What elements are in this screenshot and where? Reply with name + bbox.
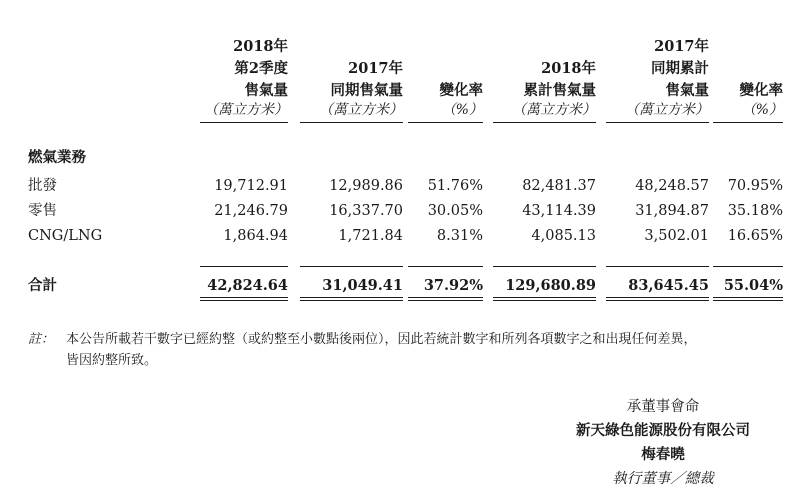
total-top-rule bbox=[606, 266, 709, 267]
table-cell: 35.18% bbox=[727, 203, 783, 219]
column-unit: （萬立方米） bbox=[512, 102, 596, 118]
signature-title: 執行董事／總裁 bbox=[612, 471, 714, 487]
signature-name: 梅春曉 bbox=[641, 446, 685, 463]
column-unit: （%） bbox=[741, 102, 783, 118]
header-rule bbox=[606, 122, 709, 123]
section-title: 燃氣業務 bbox=[28, 149, 86, 166]
column-unit: （%） bbox=[441, 102, 483, 118]
total-double-rule bbox=[713, 297, 783, 301]
table-cell: 30.05% bbox=[427, 203, 483, 219]
row-label: 零售 bbox=[28, 203, 57, 219]
table-cell: 12,989.86 bbox=[329, 178, 403, 194]
total-cell: 83,645.45 bbox=[628, 277, 709, 294]
header-rule bbox=[713, 122, 783, 123]
total-cell: 37.92% bbox=[423, 277, 483, 294]
signature-company: 新天綠色能源股份有限公司 bbox=[576, 422, 750, 439]
total-double-rule bbox=[606, 297, 709, 301]
column-header-line: 累計售氣量 bbox=[523, 82, 596, 99]
total-label: 合計 bbox=[28, 277, 57, 294]
note-label: 註： bbox=[28, 332, 55, 347]
row-label: 批發 bbox=[28, 178, 57, 194]
total-top-rule bbox=[408, 266, 483, 267]
table-cell: 48,248.57 bbox=[635, 178, 709, 194]
note-line-1: 本公告所載若干數字已經約整（或約整至小數點後兩位），因此若統計數字和所列各項數字之和出現任何差異， bbox=[66, 332, 697, 347]
table-cell: 4,085.13 bbox=[531, 228, 596, 244]
table-cell: 16,337.70 bbox=[329, 203, 403, 219]
table-cell: 21,246.79 bbox=[214, 203, 288, 219]
table-cell: 82,481.37 bbox=[522, 178, 596, 194]
table-cell: 1,721.84 bbox=[338, 228, 403, 244]
column-header-line: 2017年 bbox=[348, 60, 403, 77]
table-cell: 8.31% bbox=[436, 228, 483, 244]
header-rule bbox=[493, 122, 596, 123]
table-cell: 31,894.87 bbox=[635, 203, 709, 219]
table-cell: 1,864.94 bbox=[223, 228, 288, 244]
total-double-rule bbox=[200, 297, 288, 301]
total-top-rule bbox=[493, 266, 596, 267]
column-header-line: 同期售氣量 bbox=[330, 82, 403, 99]
column-header-line: 售氣量 bbox=[665, 82, 709, 99]
column-header-line: 售氣量 bbox=[244, 82, 288, 99]
column-unit: （萬立方米） bbox=[625, 102, 709, 118]
table-cell: 70.95% bbox=[727, 178, 783, 194]
column-header-line: 2018年 bbox=[541, 60, 596, 77]
header-rule bbox=[300, 122, 403, 123]
table-cell: 51.76% bbox=[427, 178, 483, 194]
total-top-rule bbox=[713, 266, 783, 267]
column-unit: （萬立方米） bbox=[204, 102, 288, 118]
column-header-line: 2018年 bbox=[233, 38, 288, 55]
header-rule bbox=[200, 122, 288, 123]
column-header-line: 變化率 bbox=[739, 82, 783, 99]
total-double-rule bbox=[493, 297, 596, 301]
table-cell: 3,502.01 bbox=[644, 228, 709, 244]
column-header-line: 同期累計 bbox=[651, 60, 709, 77]
total-double-rule bbox=[300, 297, 403, 301]
signature-intro: 承董事會命 bbox=[626, 399, 700, 415]
table-cell: 19,712.91 bbox=[214, 178, 288, 194]
total-top-rule bbox=[200, 266, 288, 267]
total-cell: 129,680.89 bbox=[505, 277, 596, 294]
note-line-2: 皆因約整所致。 bbox=[66, 353, 158, 368]
table-cell: 16.65% bbox=[727, 228, 783, 244]
column-unit: （萬立方米） bbox=[319, 102, 403, 118]
total-double-rule bbox=[408, 297, 483, 301]
total-cell: 31,049.41 bbox=[322, 277, 403, 294]
column-header-line: 2017年 bbox=[654, 38, 709, 55]
header-rule bbox=[408, 122, 483, 123]
total-cell: 42,824.64 bbox=[207, 277, 288, 294]
table-cell: 43,114.39 bbox=[522, 203, 596, 219]
total-cell: 55.04% bbox=[723, 277, 783, 294]
column-header-line: 變化率 bbox=[439, 82, 483, 99]
column-header-line: 第2季度 bbox=[234, 60, 288, 77]
total-top-rule bbox=[300, 266, 403, 267]
row-label: CNG/LNG bbox=[28, 228, 103, 244]
